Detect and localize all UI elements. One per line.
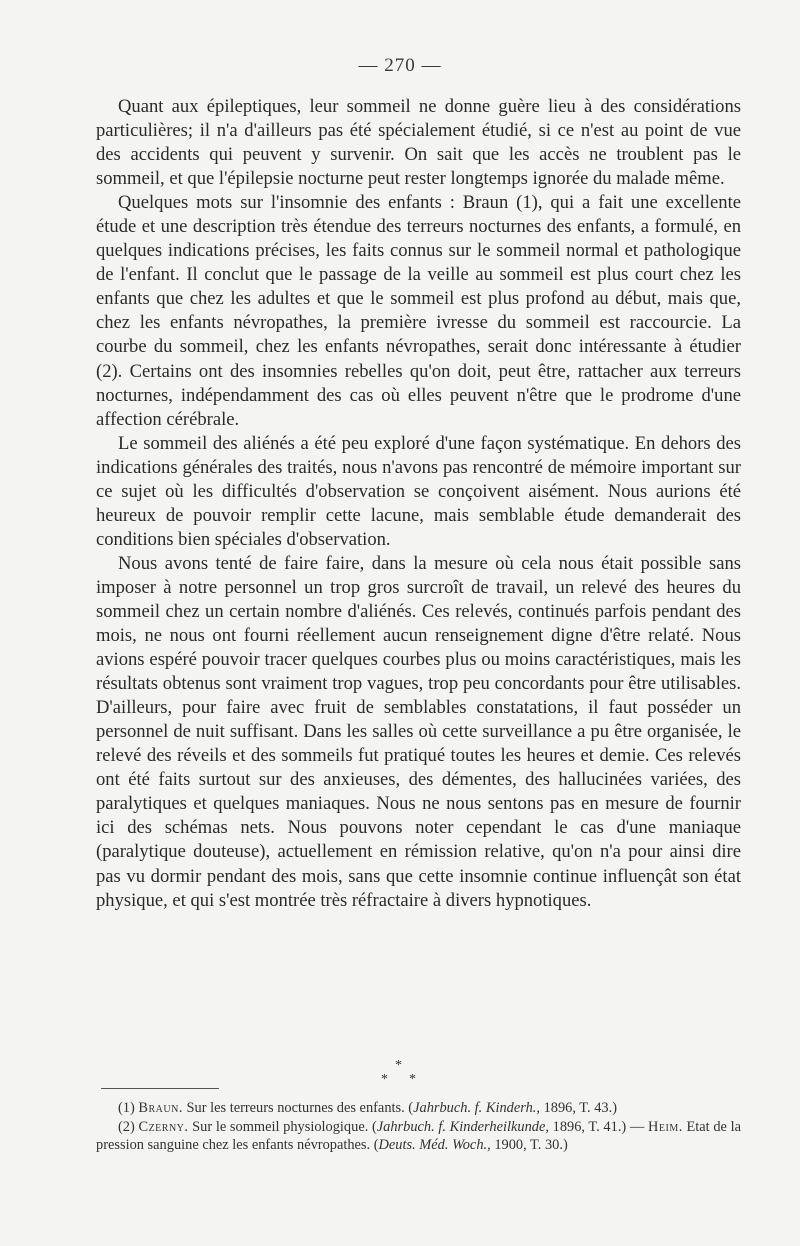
- footnote-author: Heim.: [647, 1118, 683, 1135]
- footnote-author: Czerny.: [138, 1118, 189, 1135]
- footnote-author: Braun.: [138, 1100, 183, 1116]
- asterism: [380, 1058, 440, 1094]
- footnote-1: (1) Braun. Sur les terreurs nocturnes des enfants. (Jahrbuch. f. Kinderh., 1896, T. 43.): [118, 1100, 617, 1116]
- footnote-source: Jahrbuch. f. Kinderh.,: [413, 1100, 540, 1116]
- footnote-source: Deuts. Méd. Woch.,: [378, 1137, 491, 1154]
- asterism-star: *: [409, 1072, 416, 1087]
- page-number: — 270 —: [358, 55, 442, 76]
- paragraph-children-insomnia: Quelques mots sur l'insomnie des enfants : Braun (1), qui a fait une excellente étude et une description très étendue des terreurs nocturnes des enfants, a formulé, en quelques indications précises, les faits connus sur le sommeil normal et pathologique de l'enfant. Il conclut que le passage de la veille au sommeil est plus court chez les enfants que chez les adultes et que le sommeil est plus profond au début, mais que, chez les enfants névropathes, la première ivresse du sommeil est raccourcie. La courbe du sommeil, chez les enfants névropathes, serait donc intéressante à étudier (2). Certains ont des insomnies rebelles qu'on doit, peut être, rattacher aux terreurs nocturnes, indépendamment des cas où elles peuvent n'être que le prodrome d'une affection cérébrale.: [96, 192, 741, 430]
- asterism-star: *: [395, 1058, 402, 1073]
- footnote-rule: [101, 1088, 219, 1089]
- footnotes: [96, 1099, 741, 1155]
- footnote-2: (2) Czerny. Sur le sommeil physiologique. (Jahrbuch. f. Kinderheilkunde, 1896, T. 41.) — Heim. Etat de la pression sanguine chez les enfants névropathes. (Deuts. Méd. Woch., 1900, T. 30.): [96, 1118, 741, 1154]
- paragraph-sleep-records: Nous avons tenté de faire faire, dans la mesure où cela nous était possible sans imposer à notre personnel un trop gros surcroît de travail, un relevé des heures du sommeil chez un certain nombre d'aliénés. Ces relevés, continués parfois pendant des mois, ne nous ont fourni réellement aucun renseignement digne d'être relaté. Nous avions espéré pouvoir tracer quelques courbes plus ou moins caractéristiques, mais les résultats obtenus sont vraiment trop vagues, trop peu concordants pour être utilisables. D'ailleurs, pour faire avec fruit de semblables constatations, il faut posséder un personnel de nuit suffisant. Dans les salles où cette surveillance a pu être organisée, le relevé des réveils et des sommeils fut pratiqué toutes les heures et demie. Ces relevés ont été faits surtout sur des anxieuses, des démentes, des hallucinées variées, des paralytiques et quelques maniaques. Nous ne nous sentons pas en mesure de fournir ici des schémas nets. Nous pouvons noter cependant le cas d'une maniaque (paralytique douteuse), actuellement en rémission relative, qu'on n'a pour ainsi dire pas vu dormir pendant des mois, sans que cette insomnie continue influençât son état physique, et qui s'est montrée très réfractaire à divers hypnotiques.: [96, 552, 741, 911]
- paragraph-alienated-sleep: Le sommeil des aliénés a été peu exploré d'une façon systématique. En dehors des indications générales des traités, nous n'avons pas rencontré de mémoire important sur ce sujet où les difficultés d'observation se conçoivent aisément. Nous aurions été heureux de pouvoir remplir cette lacune, mais semblable étude demanderait des conditions bien spéciales d'observation.: [96, 432, 741, 550]
- asterism-star: *: [381, 1072, 388, 1087]
- body-text: [96, 95, 741, 913]
- footnote-source: Jahrbuch. f. Kinderheilkunde,: [376, 1118, 549, 1135]
- paragraph-epileptics: Quant aux épileptiques, leur sommeil ne donne guère lieu à des considérations particulières; il n'a d'ailleurs pas été spécialement étudié, si ce n'est au point de vue des accidents qui peuvent y survenir. On sait que les accès ne troublent pas le sommeil, et que l'épilepsie nocturne peut rester longtemps ignorée du malade même.: [96, 96, 741, 190]
